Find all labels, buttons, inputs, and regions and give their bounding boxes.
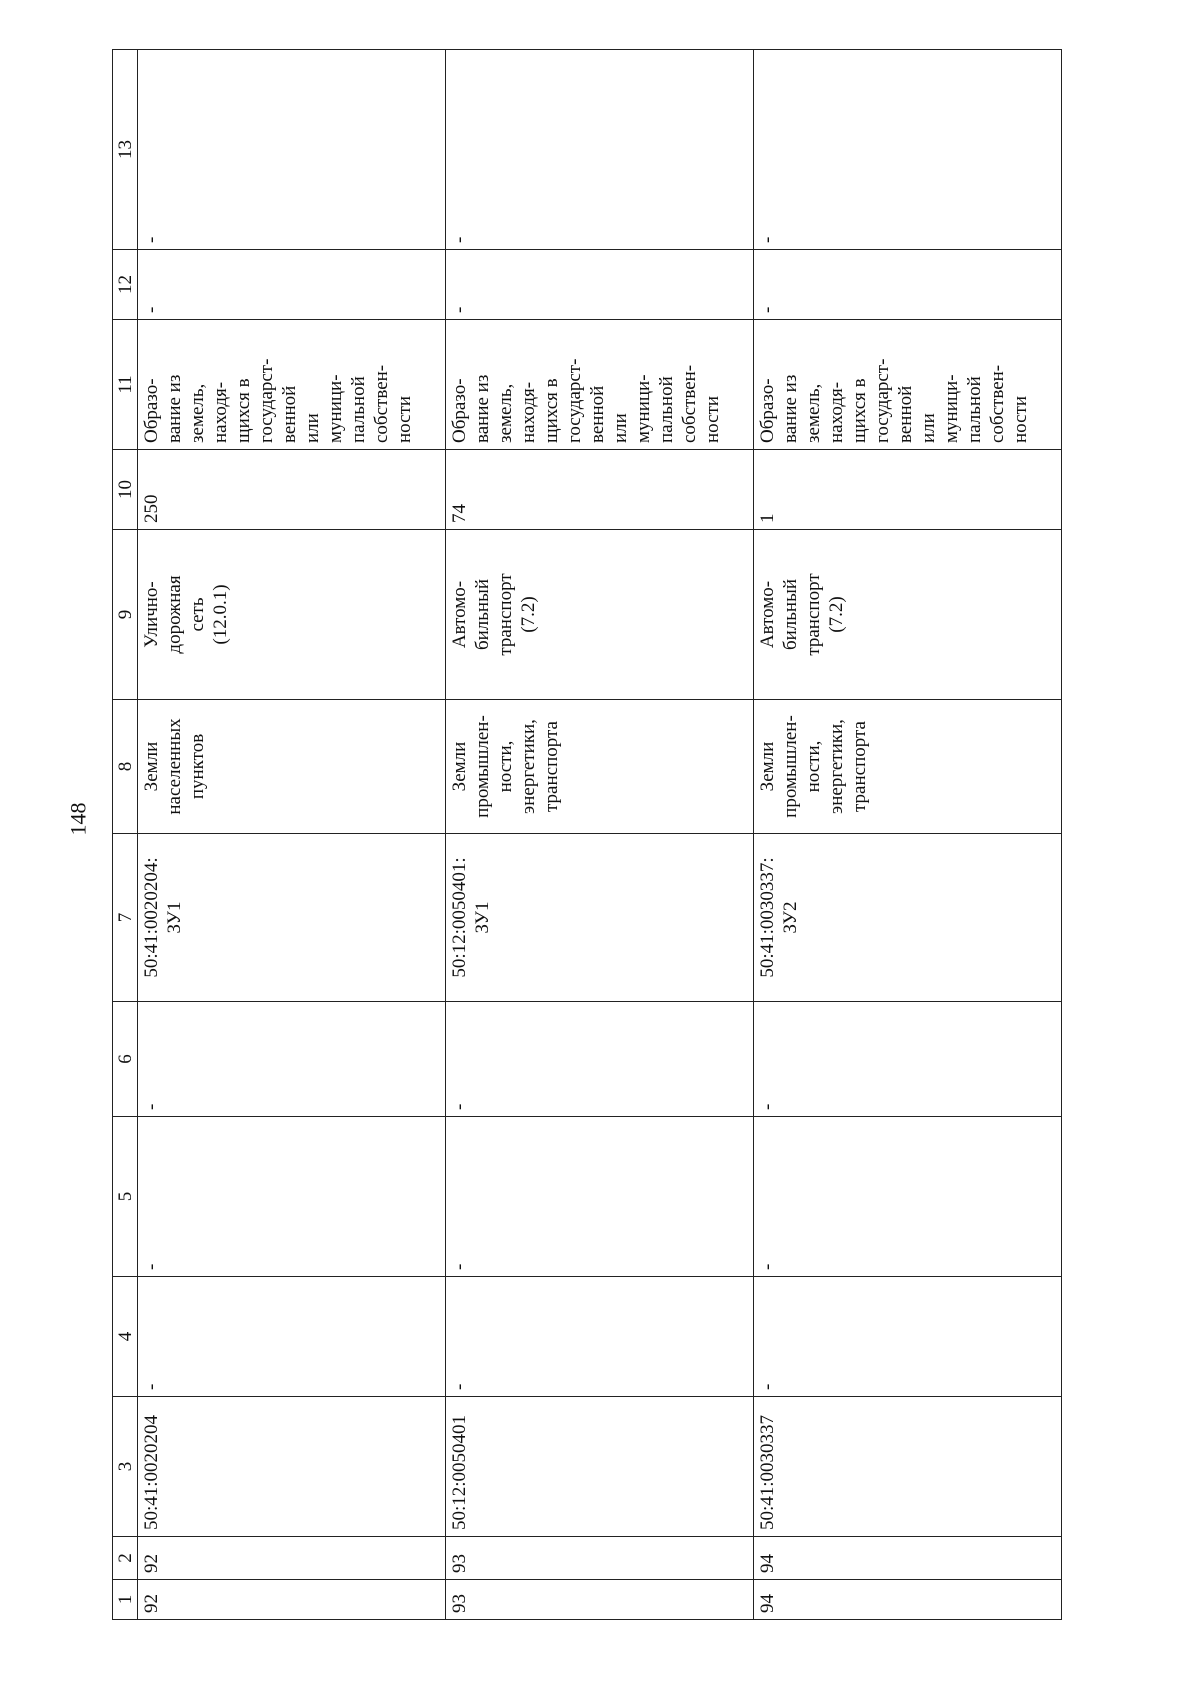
column-header-13: 13 xyxy=(113,50,138,250)
cell-cadastral-quarter: 50:41:0020204 xyxy=(138,1397,446,1537)
registry-table-container xyxy=(112,50,1062,1620)
column-header-4: 4 xyxy=(113,1277,138,1397)
cell-cadastral-quarter: 50:41:0030337 xyxy=(754,1397,1062,1537)
column-header-11: 11 xyxy=(113,320,138,450)
cell-col-12: - xyxy=(138,250,446,320)
cell-formation-method: Образо- вание из земель, находя- щихся в государст- венной или муници- пальной собствен- ности xyxy=(446,320,754,450)
column-header-3: 3 xyxy=(113,1397,138,1537)
cell-area: 250 xyxy=(138,450,446,530)
cell-col-6: - xyxy=(138,1002,446,1117)
cell-land-category: Земли промышлен- ности, энергетики, транспорта xyxy=(754,700,1062,834)
cell-plot-designation: 50:12:0050401: ЗУ1 xyxy=(446,834,754,1002)
cell-col-4: - xyxy=(138,1277,446,1397)
table-row xyxy=(446,50,754,1620)
cell-item-number: 94 xyxy=(754,1537,1062,1580)
cell-col-4: - xyxy=(446,1277,754,1397)
column-header-1: 1 xyxy=(113,1580,138,1620)
table-row xyxy=(754,50,1062,1620)
cell-row-number: 93 xyxy=(446,1580,754,1620)
cell-col-12: - xyxy=(446,250,754,320)
page-number: 148 xyxy=(65,802,91,836)
cell-land-category: Земли промышлен- ности, энергетики, транспорта xyxy=(446,700,754,834)
cell-formation-method: Образо- вание из земель, находя- щихся в государст- венной или муници- пальной собствен- ности xyxy=(754,320,1062,450)
cell-plot-designation: 50:41:0030337: ЗУ2 xyxy=(754,834,1062,1002)
column-header-7: 7 xyxy=(113,834,138,1002)
cell-permitted-use: Автомо- бильный транспорт (7.2) xyxy=(446,530,754,700)
cell-col-12: - xyxy=(754,250,1062,320)
cell-col-5: - xyxy=(138,1117,446,1277)
cell-col-5: - xyxy=(446,1117,754,1277)
cell-permitted-use: Улично- дорожная сеть (12.0.1) xyxy=(138,530,446,700)
cell-col-13: - xyxy=(446,50,754,250)
cell-area: 74 xyxy=(446,450,754,530)
cell-row-number: 92 xyxy=(138,1580,446,1620)
column-header-6: 6 xyxy=(113,1002,138,1117)
land-plot-registry-table xyxy=(112,49,1062,1620)
rotated-table-frame xyxy=(112,50,1062,1620)
column-header-8: 8 xyxy=(113,700,138,834)
cell-row-number: 94 xyxy=(754,1580,1062,1620)
cell-cadastral-quarter: 50:12:0050401 xyxy=(446,1397,754,1537)
cell-col-6: - xyxy=(446,1002,754,1117)
cell-item-number: 92 xyxy=(138,1537,446,1580)
cell-formation-method: Образо- вание из земель, находя- щихся в государст- венной или муници- пальной собствен- ности xyxy=(138,320,446,450)
cell-col-4: - xyxy=(754,1277,1062,1397)
column-header-2: 2 xyxy=(113,1537,138,1580)
cell-col-13: - xyxy=(754,50,1062,250)
column-header-12: 12 xyxy=(113,250,138,320)
cell-col-5: - xyxy=(754,1117,1062,1277)
cell-area: 1 xyxy=(754,450,1062,530)
cell-land-category: Земли населенных пунктов xyxy=(138,700,446,834)
column-header-9: 9 xyxy=(113,530,138,700)
column-header-5: 5 xyxy=(113,1117,138,1277)
column-number-row xyxy=(113,50,138,1620)
cell-permitted-use: Автомо- бильный транспорт (7.2) xyxy=(754,530,1062,700)
cell-plot-designation: 50:41:0020204: ЗУ1 xyxy=(138,834,446,1002)
column-header-10: 10 xyxy=(113,450,138,530)
table-row xyxy=(138,50,446,1620)
cell-col-13: - xyxy=(138,50,446,250)
cell-item-number: 93 xyxy=(446,1537,754,1580)
cell-col-6: - xyxy=(754,1002,1062,1117)
